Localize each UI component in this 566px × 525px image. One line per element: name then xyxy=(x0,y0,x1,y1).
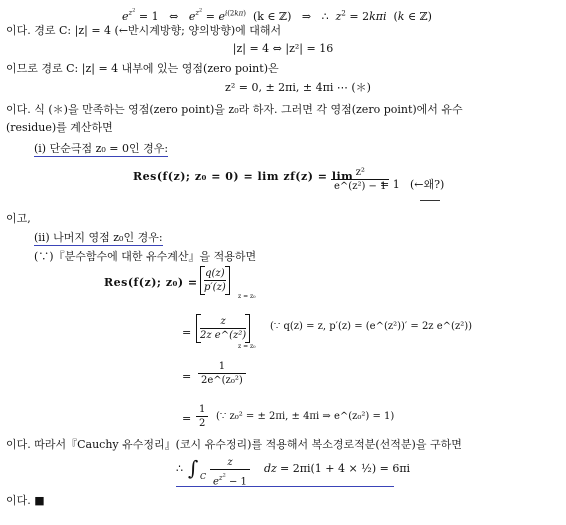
final-integrand: $\frac{z}{e^{z^2} - 1}$ xyxy=(210,456,250,489)
text-contour-intro: 이다. 경로 C: |z| = 4 (←반시계방향; 양의방향)에 대해서 xyxy=(6,24,282,37)
step-4-note: (∵ z₀² = ± 2πi, ± 4πi ⇒ e^(z₀²) = 1) xyxy=(216,411,395,422)
text-end: 이다. ■ xyxy=(6,494,45,507)
integral-subscript: C xyxy=(200,472,207,481)
text-cauchy-intro: 이다. 따라서『Cauchy 유수정리』(코시 유수정리)를 적용해서 복소경로적분(선적분)을 구하면 xyxy=(6,438,462,451)
step-2-subscript: z = z₀ xyxy=(238,343,256,350)
final-equation-box xyxy=(176,454,411,488)
case-2-because: (∵)『분수함수에 대한 유수계산』을 적용하면 xyxy=(34,250,257,263)
text-and: 이고, xyxy=(6,212,31,225)
step-2-note: (∵ q(z) = z, p′(z) = (e^(z²))′ = 2z e^(z²)) xyxy=(270,321,473,332)
step-4-equals: = xyxy=(182,412,192,425)
text-zero-points-intro: 이므로 경로 C: |z| = 4 내부에 있는 영점(zero point)은 xyxy=(6,62,279,75)
case-2-label: (ii) 나머지 영점 z₀인 경우: xyxy=(34,231,163,244)
step-1-subscript: z = z₀ xyxy=(238,293,256,300)
final-equation-result: = 2πi(1 + 4 × ½) = 6πi xyxy=(280,462,411,475)
case-1-note: (←왜?) xyxy=(410,178,445,191)
fraction-step-3: $\frac{1}{\text{2e\textasciicircum{}(z₀²)}}$ xyxy=(198,360,246,387)
case-1-label: (i) 단순극점 z₀ = 0인 경우: xyxy=(34,142,169,155)
equation-line-1: $e^{z^2} = 1$ ⇔ $e^{z^2} = e^{i(2k\pi)}$ (k ∈ ℤ) ⇒ ∴ $z^2 = 2k\pi i$ (k ∈ ℤ) xyxy=(122,8,432,23)
equation-case-1: Res(f(z); z₀ = 0) = lim zf(z) = lim xyxy=(133,170,354,183)
integral-symbol: ∫ xyxy=(188,456,199,480)
final-dz: dz xyxy=(264,462,277,475)
equation-modulus: |z| = 4 ⇔ |z²| = 16 xyxy=(232,42,334,55)
fraction-step-4: $\frac{1}{2}$ xyxy=(196,403,208,430)
k-condition: (k ∈ ℤ) xyxy=(252,9,292,23)
step-3-equals: = xyxy=(182,370,192,383)
step-2-equals: = xyxy=(182,326,192,339)
text-residue-intro: 이다. 식 (＊)을 만족하는 영점(zero point)을 z₀라 하자. 그러면 각 영점(zero point)에서 유수 xyxy=(6,103,463,116)
fraction-case-1: $\frac{\text{z²}}{\text{e\textasciicircum{}(z²) − 1}}$ xyxy=(331,166,389,193)
bracket-step-1: q(z) p′(z) xyxy=(200,266,230,295)
equation-zero-points: z² = 0, ± 2πi, ± 4πi ⋯ (＊) xyxy=(225,81,371,94)
case-1-result: = 1 xyxy=(380,178,400,191)
text-residue-compute: (residue)를 계산하면 xyxy=(6,121,113,134)
bracket-step-2: z 2z e^(z²) xyxy=(196,314,250,343)
residue-label: Res(f(z); z₀) = xyxy=(104,276,198,289)
case-1-note-underline xyxy=(420,200,440,201)
therefore-symbol: ∴ xyxy=(176,462,183,475)
